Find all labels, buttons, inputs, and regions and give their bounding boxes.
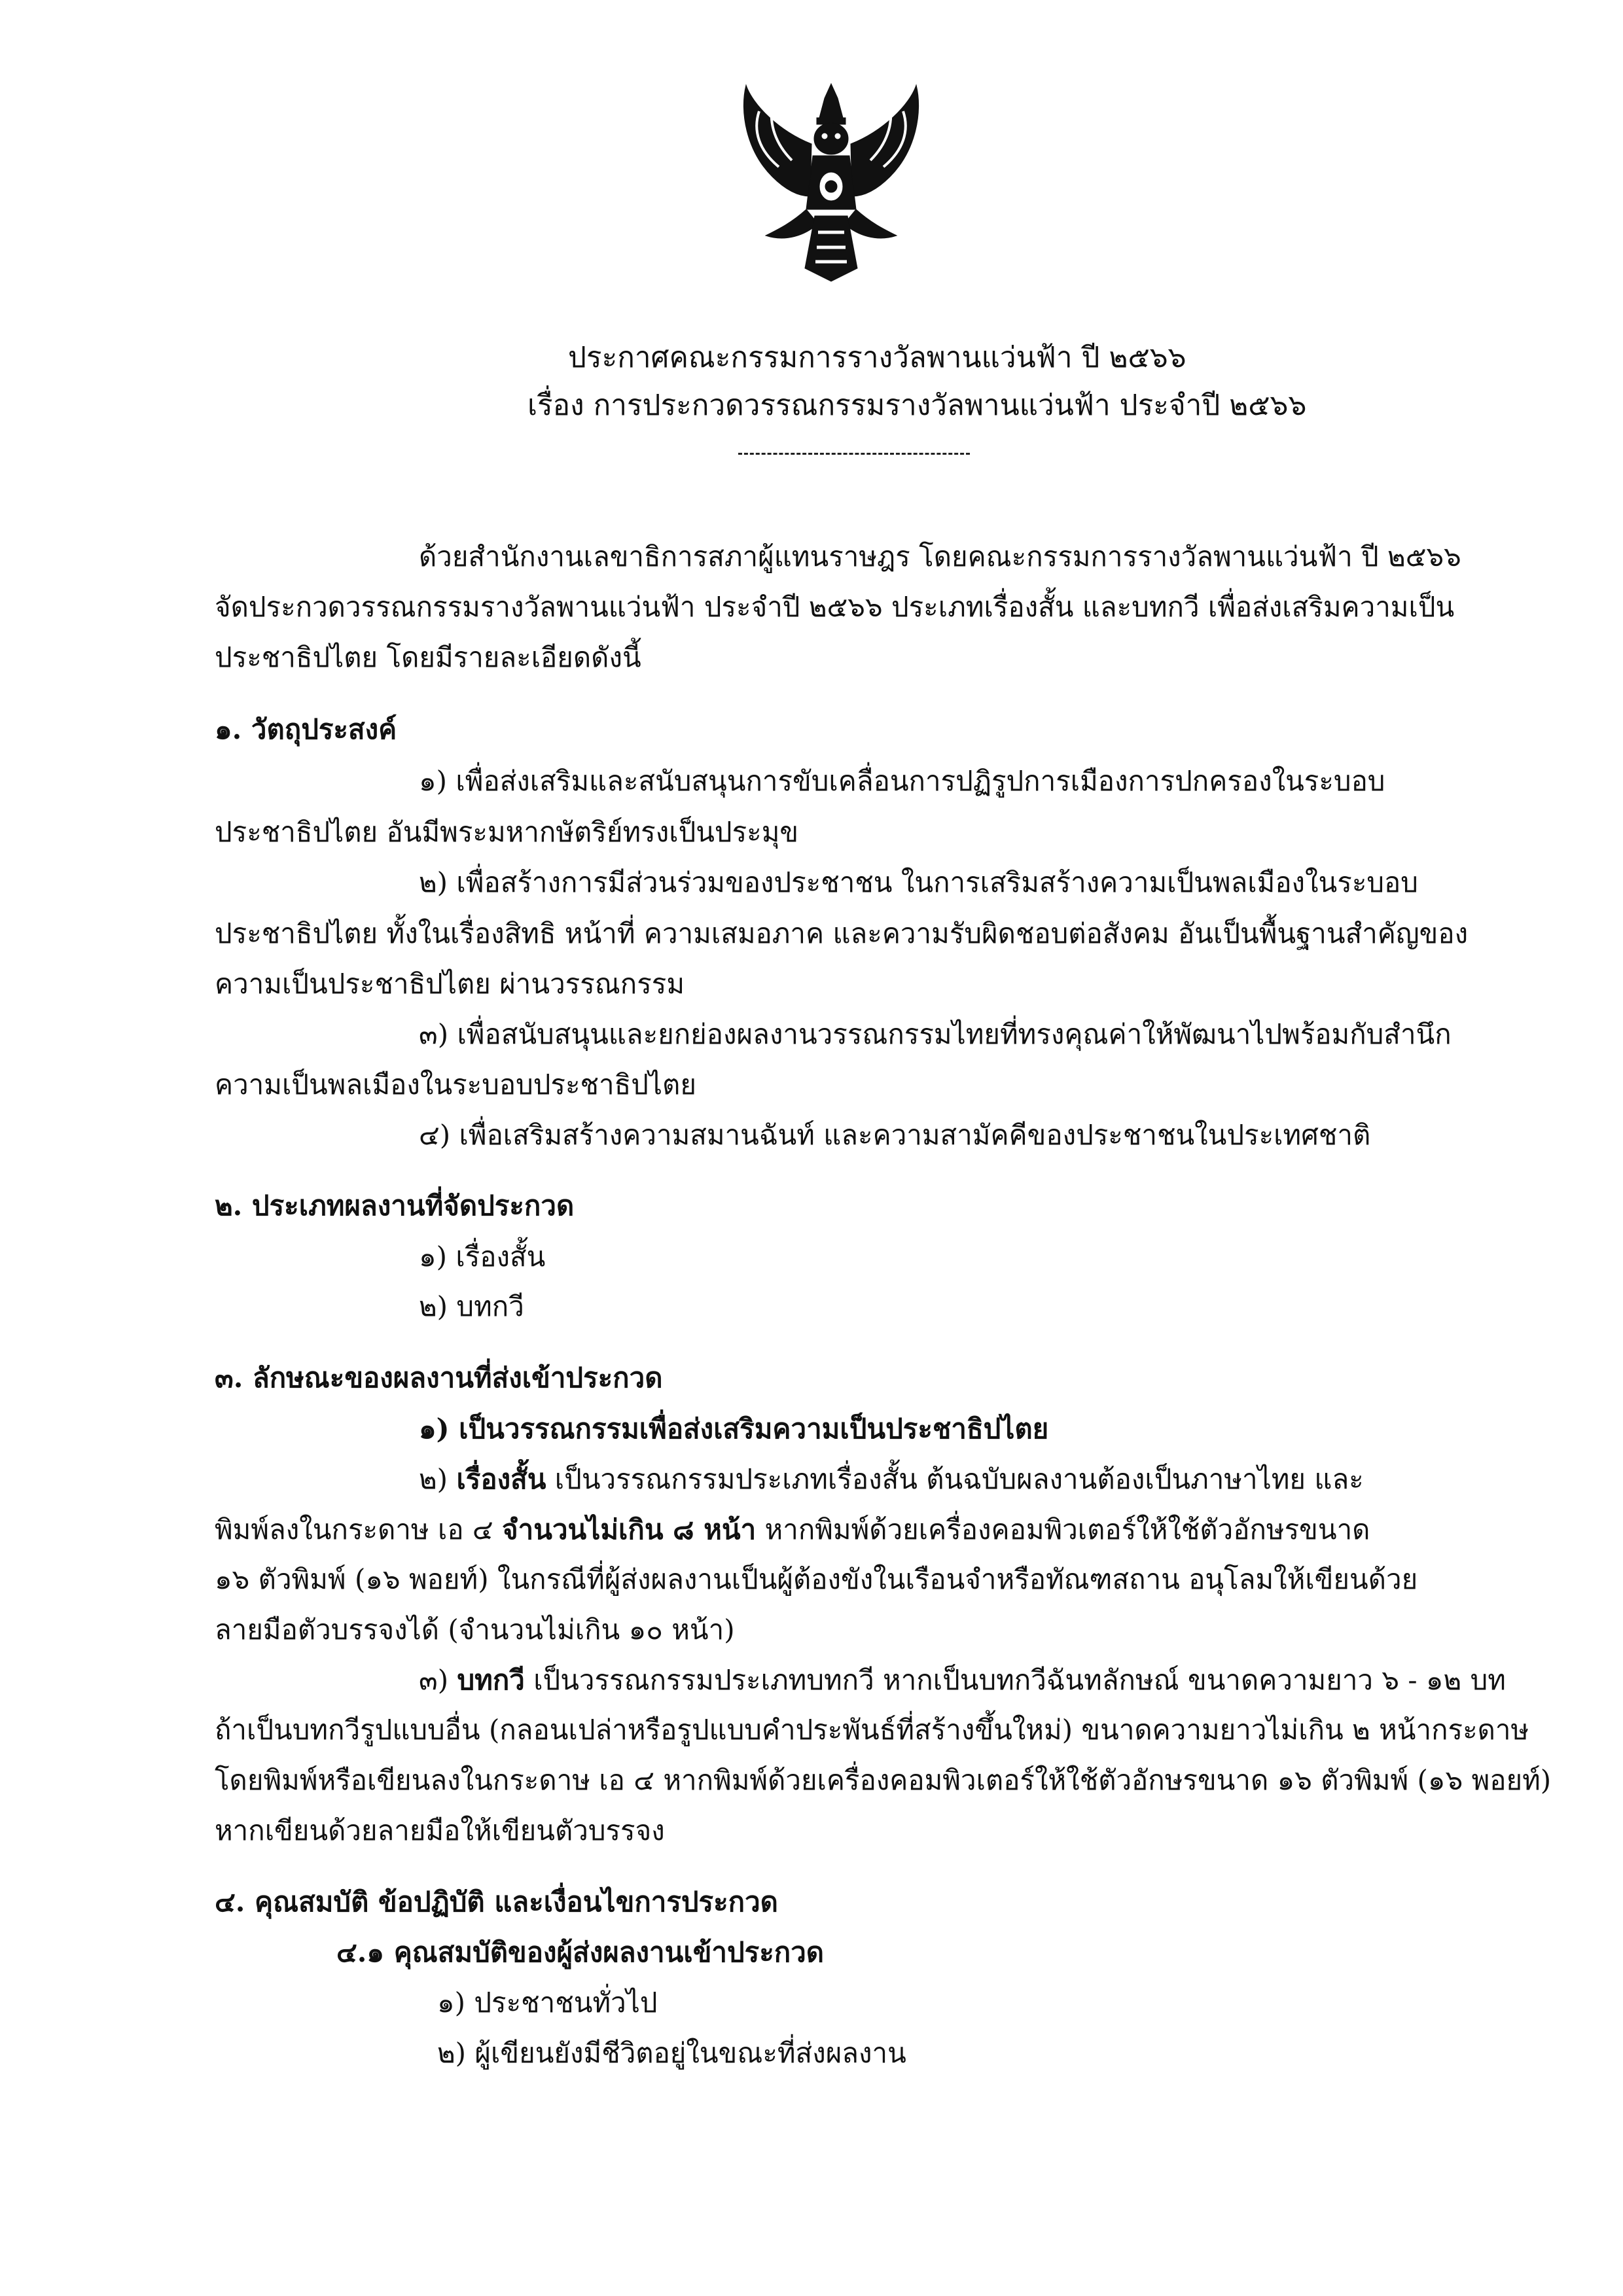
section-2-line: ๒) บทกวี [419, 1290, 524, 1322]
section-3-item-2 [419, 1463, 1364, 1495]
section-3-item-3 [419, 1664, 1506, 1696]
section-1-line: ความเป็นประชาธิปไตย ผ่านวรรณกรรม [215, 968, 685, 1000]
section-3-item-1: ๑) เป็นวรรณกรรมเพื่อส่งเสริมความเป็นประชาธิปไตย [419, 1413, 1049, 1445]
section-4-heading: ๔. คุณสมบัติ ข้อปฏิบัติ และเงื่อนไขการประกวด [215, 1886, 778, 1918]
section-4-line: ๒) ผู้เขียนยังมีชีวิตอยู่ในขณะที่ส่งผลงาน [437, 2037, 906, 2069]
item-text: หากพิมพ์ด้วยเครื่องคอมพิวเตอร์ให้ใช้ตัวอักษรขนาด [764, 1513, 1370, 1545]
section-4-line: ๑) ประชาชนทั่วไป [437, 1987, 658, 2019]
section-3-line: ลายมือตัวบรรจงได้ (จำนวนไม่เกิน ๑๐ หน้า) [215, 1614, 735, 1646]
item-text: เป็นวรรณกรรมประเภทบทกวี หากเป็นบทกวีฉันทลักษณ์ ขนาดความยาว ๖ - ๑๒ บท [533, 1664, 1506, 1696]
item-number: ๒) [419, 1463, 448, 1495]
section-4-1-heading: ๔.๑ คุณสมบัติของผู้ส่งผลงานเข้าประกวด [336, 1936, 825, 1968]
intro-line-1: ด้วยสำนักงานเลขาธิการสภาผู้แทนราษฎร โดยคณะกรรมการรางวัลพานแว่นฟ้า ปี ๒๕๖๖ [419, 540, 1461, 573]
section-1-line: ๑) เพื่อส่งเสริมและสนับสนุนการขับเคลื่อนการปฏิรูปการเมืองการปกครองในระบอบ [419, 765, 1385, 797]
item-number: ๓) [419, 1664, 449, 1696]
section-3-line: ๑๖ ตัวพิมพ์ (๑๖ พอยท์) ในกรณีที่ผู้ส่งผลงานเป็นผู้ต้องขังในเรือนจำหรือทัณฑสถาน อนุโลมให้เขียนด้วย [215, 1563, 1418, 1595]
section-3-heading: ๓. ลักษณะของผลงานที่ส่งเข้าประกวด [215, 1362, 663, 1394]
title-divider [738, 453, 970, 455]
item-text: พิมพ์ลงในกระดาษ เอ ๔ [215, 1513, 493, 1545]
section-3-line: โดยพิมพ์หรือเขียนลงในกระดาษ เอ ๔ หากพิมพ์ด้วยเครื่องคอมพิวเตอร์ให้ใช้ตัวอักษรขนาด ๑๖ ตัวพิมพ์ (๑๖ พอยท์) [215, 1764, 1552, 1796]
intro-line-3: ประชาธิปไตย โดยมีรายละเอียดดังนี้ [215, 641, 641, 673]
section-1-line: ประชาธิปไตย ทั้งในเรื่องสิทธิ หน้าที่ ความเสมอภาค และความรับผิดชอบต่อสังคม อันเป็นพื้นฐานสำคัญของ [215, 917, 1469, 949]
short-story-label: เรื่องสั้น [456, 1463, 546, 1495]
section-3-line: ถ้าเป็นบทกวีรูปแบบอื่น (กลอนเปล่าหรือรูปแบบคำประพันธ์ที่สร้างขึ้นใหม่) ขนาดความยาวไม่เกิน ๒ หน้ากระดาษ [215, 1714, 1529, 1746]
announcement-title: ประกาศคณะกรรมการรางวัลพานแว่นฟ้า ปี ๒๕๖๖ [568, 341, 1186, 374]
poem-label: บทกวี [457, 1664, 525, 1696]
section-2-line: ๑) เรื่องสั้น [419, 1241, 546, 1273]
item-text: เป็นวรรณกรรมประเภทเรื่องสั้น ต้นฉบับผลงานต้องเป็นภาษาไทย และ [554, 1463, 1364, 1495]
intro-line-2: จัดประกวดวรรณกรรมรางวัลพานแว่นฟ้า ประจำปี ๒๕๖๖ ประเภทเรื่องสั้น และบทกวี เพื่อส่งเสริมความเป็น [215, 591, 1455, 623]
section-1-heading: ๑. วัตถุประสงค์ [215, 713, 397, 745]
section-1-line: ๔) เพื่อเสริมสร้างความสมานฉันท์ และความสามัคคีของประชาชนในประเทศชาติ [419, 1119, 1371, 1151]
section-1-line: ความเป็นพลเมืองในระบอบประชาธิปไตย [215, 1069, 696, 1101]
section-1-line: ๓) เพื่อสนับสนุนและยกย่องผลงานวรรณกรรมไทยที่ทรงคุณค่าให้พัฒนาไปพร้อมกับสำนึก [419, 1018, 1452, 1050]
section-3-line [215, 1513, 1370, 1545]
garuda-emblem-icon [733, 72, 929, 288]
section-3-line: หากเขียนด้วยลายมือให้เขียนตัวบรรจง [215, 1814, 665, 1846]
section-1-line: ประชาธิปไตย อันมีพระมหากษัตริย์ทรงเป็นประมุข [215, 816, 799, 848]
section-2-heading: ๒. ประเภทผลงานที่จัดประกวด [215, 1190, 575, 1222]
page-limit-text: จำนวนไม่เกิน ๘ หน้า [502, 1513, 757, 1545]
section-1-line: ๒) เพื่อสร้างการมีส่วนร่วมของประชาชน ในการเสริมสร้างความเป็นพลเมืองในระบอบ [419, 866, 1418, 898]
announcement-subject: เรื่อง การประกวดวรรณกรรมรางวัลพานแว่นฟ้า ประจำปี ๒๕๖๖ [527, 389, 1307, 422]
